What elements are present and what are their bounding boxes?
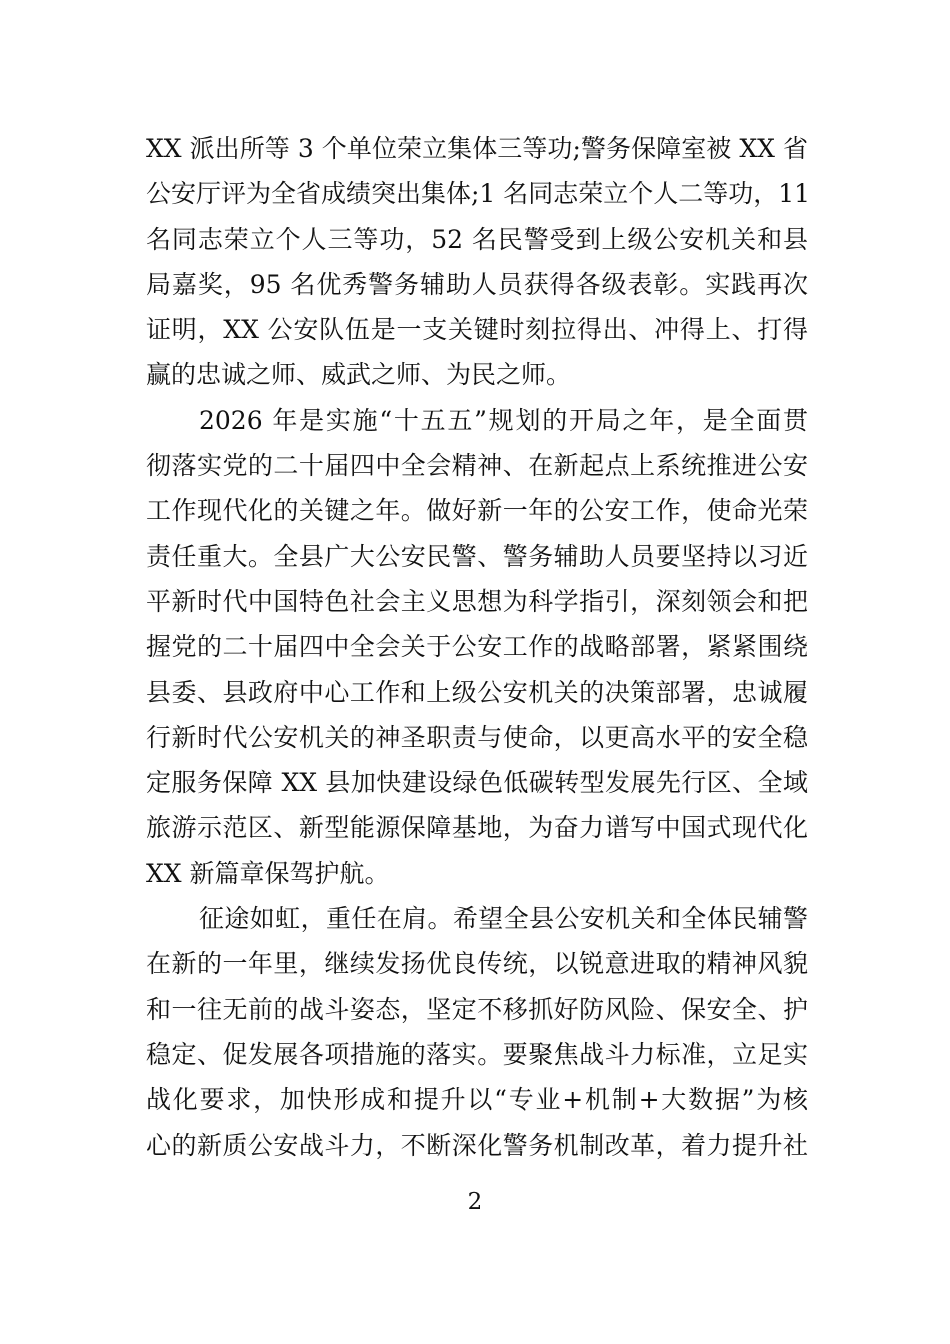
text-line: XX 派出所等 3 个单位荣立集体三等功;警务保障室被 XX 省 bbox=[146, 134, 808, 163]
text-line: 名同志荣立个人三等功，52 名民警受到上级公安机关和县 bbox=[146, 224, 808, 254]
text-line: 心的新质公安战斗力，不断深化警务机制改革，着力提升社 bbox=[146, 1130, 808, 1160]
text-line: 平新时代中国特色社会主义思想为科学指引，深刻领会和把 bbox=[146, 586, 808, 616]
text-line: 握党的二十届四中全会关于公安工作的战略部署，紧紧围绕 bbox=[146, 632, 808, 662]
text-line: 县委、县政府中心工作和上级公安机关的决策部署，忠诚履 bbox=[146, 677, 808, 707]
text-line: 和一往无前的战斗姿态，坚定不移抓好防风险、保安全、护 bbox=[146, 994, 808, 1024]
text-line: 责任重大。全县广大公安民警、警务辅助人员要坚持以习近 bbox=[146, 541, 808, 571]
paragraph-2026-plan bbox=[146, 398, 808, 896]
text-line: 证明，XX 公安队伍是一支关键时刻拉得出、冲得上、打得 bbox=[146, 315, 808, 345]
text-line: 工作现代化的关键之年。做好新一年的公安工作，使命光荣 bbox=[146, 496, 808, 526]
paragraph-awards bbox=[146, 126, 811, 398]
text-line: 公安厅评为全省成绩突出集体;1 名同志荣立个人二等功，11 bbox=[146, 179, 811, 209]
text-line: 征途如虹，重任在肩。希望全县公安机关和全体民辅警 bbox=[199, 904, 808, 934]
paragraph-journey bbox=[146, 896, 808, 1168]
text-line: 战化要求，加快形成和提升以“专业+机制+大数据”为核 bbox=[146, 1085, 808, 1115]
text-line: 在新的一年里，继续发扬优良传统，以锐意进取的精神风貌 bbox=[146, 949, 808, 979]
text-line: 行新时代公安机关的神圣职责与使命，以更高水平的安全稳 bbox=[146, 722, 808, 752]
text-line: 局嘉奖，95 名优秀警务辅助人员获得各级表彰。实践再次 bbox=[146, 269, 808, 299]
text-line: 稳定、促发展各项措施的落实。要聚焦战斗力标准，立足实 bbox=[146, 1039, 808, 1069]
text-line: 彻落实党的二十届四中全会精神、在新起点上系统推进公安 bbox=[146, 451, 808, 481]
body-text bbox=[146, 126, 811, 1168]
text-line: 赢的忠诚之师、威武之师、为民之师。 bbox=[146, 360, 572, 390]
text-line: XX 新篇章保驾护航。 bbox=[146, 858, 390, 888]
text-line: 2026 年是实施“十五五”规划的开局之年，是全面贯 bbox=[199, 405, 808, 435]
text-line: 定服务保障 XX 县加快建设绿色低碳转型发展先行区、全域 bbox=[146, 768, 808, 798]
text-line: 旅游示范区、新型能源保障基地，为奋力谱写中国式现代化 bbox=[146, 813, 808, 843]
page-number: 2 bbox=[467, 1189, 483, 1215]
